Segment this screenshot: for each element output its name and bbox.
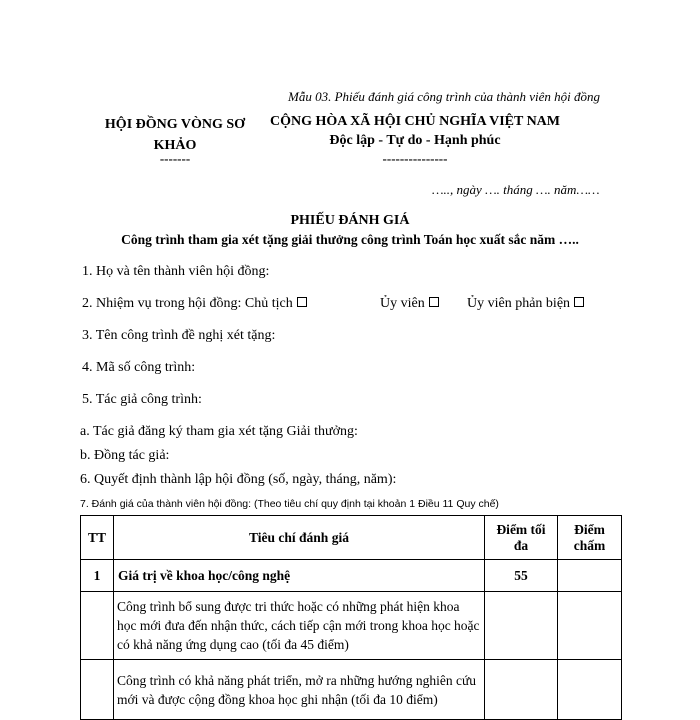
role-member <box>380 296 439 312</box>
score-cell[interactable] <box>558 660 622 720</box>
item-council-decision: 6. Quyết định thành lập hội đồng (số, ngày, tháng, năm): <box>80 472 397 487</box>
date-line: ….., ngày …. tháng …. năm…… <box>432 182 600 197</box>
row-criterion: Công trình có khả năng phát triển, mở ra những hướng nghiên cứu mới và được cộng đồng khoa học ghi nhận (tối đa 10 điểm) <box>114 660 485 720</box>
item-member-name: 1. Họ và tên thành viên hội đồng: <box>82 264 270 279</box>
score-cell[interactable] <box>558 560 622 592</box>
item-evaluation: 7. Đánh giá của thành viên hội đồng: (Theo tiêu chí quy định tại khoản 1 Điều 11 Quy chế) <box>80 498 499 510</box>
reviewer-checkbox[interactable] <box>574 297 584 307</box>
org-divider: ------- <box>159 151 191 166</box>
role-label-reviewer: Ủy viên phản biện <box>467 296 571 311</box>
header-criterion: Tiêu chí đánh giá <box>114 516 485 560</box>
header-max-score: Điểm tối đa <box>485 516 558 560</box>
national-motto: Độc lập - Tự do - Hạnh phúc <box>329 133 501 148</box>
document-title: PHIẾU ĐÁNH GIÁ <box>290 213 410 228</box>
item-coauthors: b. Đồng tác giả: <box>80 448 170 463</box>
item-registered-author: a. Tác giả đăng ký tham gia xét tặng Giải thưởng: <box>80 424 358 439</box>
table-row <box>81 660 622 720</box>
score-cell[interactable] <box>558 592 622 660</box>
row-tt: 1 <box>81 560 114 592</box>
row-max <box>485 660 558 720</box>
row-tt <box>81 660 114 720</box>
item-role <box>82 296 307 312</box>
evaluation-table <box>80 515 622 720</box>
nation-title: CỘNG HÒA XÃ HỘI CHỦ NGHĨA VIỆT NAM <box>269 114 560 129</box>
row-criterion: Công trình bổ sung được tri thức hoặc có những phát hiện khoa học mới đưa đến nhận thức, cách tiếp cận mới trong khoa học hoặc có khả năng ứng dụng cao (tối đa 45 điểm) <box>114 592 485 660</box>
motto-divider: --------------- <box>382 151 448 166</box>
row-max <box>485 592 558 660</box>
item-work-title: 3. Tên công trình đề nghị xét tặng: <box>82 328 276 343</box>
member-checkbox[interactable] <box>429 297 439 307</box>
role-reviewer <box>467 296 584 312</box>
item-authors: 5. Tác giả công trình: <box>82 392 202 407</box>
table-row <box>81 560 622 592</box>
row-tt <box>81 592 114 660</box>
header-score: Điểm chấm <box>558 516 622 560</box>
org-name: HỘI ĐỒNG VÒNG SƠ KHẢO <box>104 117 246 153</box>
row-max: 55 <box>485 560 558 592</box>
chair-checkbox[interactable] <box>297 297 307 307</box>
item-work-code: 4. Mã số công trình: <box>82 360 196 375</box>
table-header-row <box>81 516 622 560</box>
role-label-member: Ủy viên <box>380 296 425 311</box>
header-tt: TT <box>81 516 114 560</box>
role-label-chair: 2. Nhiệm vụ trong hội đồng: Chủ tịch <box>82 296 293 311</box>
template-label: Mẫu 03. Phiếu đánh giá công trình của thành viên hội đồng <box>288 89 600 104</box>
table-row <box>81 592 622 660</box>
document-subtitle: Công trình tham gia xét tặng giải thưởng công trình Toán học xuất sắc năm ….. <box>121 232 579 247</box>
row-criterion: Giá trị về khoa học/công nghệ <box>114 560 485 592</box>
